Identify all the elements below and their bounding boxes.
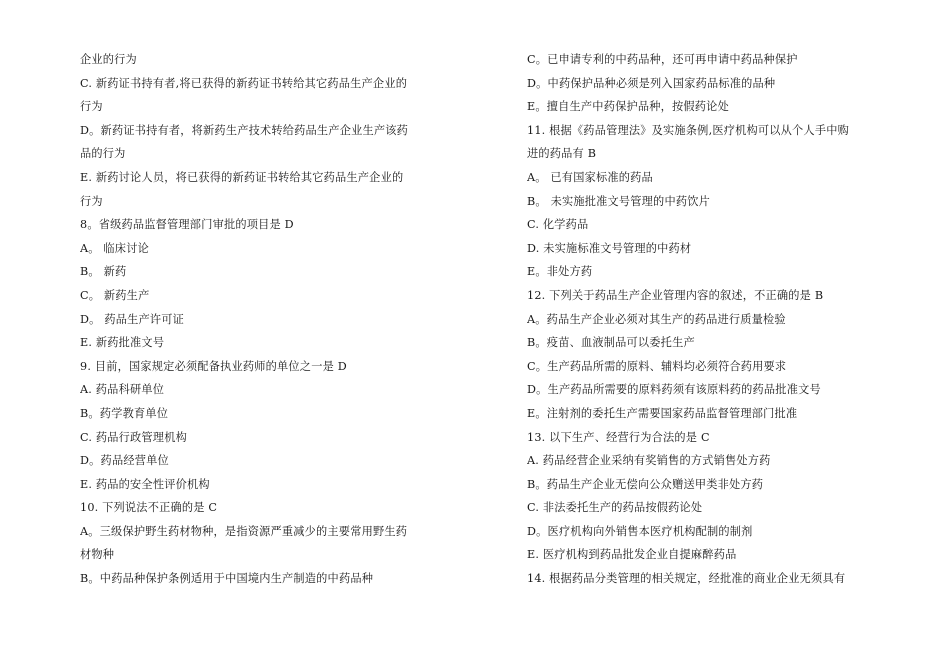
right-text-column bbox=[527, 48, 877, 591]
left-text-column bbox=[80, 48, 430, 591]
option-line: C. 化学药品 bbox=[527, 218, 589, 232]
option-line: B。 未实施批准文号管理的中药饮片 bbox=[527, 194, 710, 208]
option-line: C。已申请专利的中药品种，还可再申请中药品种保护 bbox=[527, 53, 798, 66]
option-line: D。中药保护品种必须是列入国家药品标准的品种 bbox=[527, 76, 776, 90]
option-line: A. 药品科研单位 bbox=[80, 383, 165, 397]
question-11: 11. 根据《药品管理法》及实施条例,医疗机构可以从个人手中购 bbox=[527, 123, 849, 137]
question-13: 13. 以下生产、经营行为合法的是 C bbox=[527, 430, 710, 444]
text-line: 行为 bbox=[80, 194, 103, 208]
question-10: 10. 下列说法不正确的是 C bbox=[80, 501, 218, 515]
option-line: C. 药品行政管理机构 bbox=[80, 430, 187, 444]
option-line: E。非处方药 bbox=[527, 265, 593, 279]
option-line: E. 药品的安全性评价机构 bbox=[80, 477, 210, 491]
option-line: E。注射剂的委托生产需要国家药品监督管理部门批准 bbox=[527, 406, 798, 420]
option-line: C. 非法委托生产的药品按假药论处 bbox=[527, 501, 703, 515]
option-line: B。 新药 bbox=[80, 265, 127, 279]
text-line: D。新药证书持有者，将新药生产技术转给药品生产企业生产该药 bbox=[80, 123, 409, 137]
option-line: D. 未实施标准文号管理的中药材 bbox=[527, 241, 692, 255]
option-line: E。擅自生产中药保护品种，按假药论处 bbox=[527, 100, 729, 114]
option-line: B。疫苗、血液制品可以委托生产 bbox=[527, 336, 695, 350]
question-12: 12. 下列关于药品生产企业管理内容的叙述，不正确的是 B bbox=[527, 288, 824, 302]
option-line: D。 药品生产许可证 bbox=[80, 312, 185, 326]
option-line: A。药品生产企业必须对其生产的药品进行质量检验 bbox=[527, 312, 786, 326]
option-line: E. 医疗机构到药品批发企业自提麻醉药品 bbox=[527, 548, 737, 562]
text-line: 进的药品有 B bbox=[527, 147, 597, 161]
question-8: 8。省级药品监督管理部门审批的项目是 D bbox=[80, 218, 294, 232]
text-line: 品的行为 bbox=[80, 147, 126, 161]
question-9: 9. 目前，国家规定必须配备执业药师的单位之一是 D bbox=[80, 359, 347, 373]
text-line: C. 新药证书持有者,将已获得的新药证书转给其它药品生产企业的 bbox=[80, 76, 408, 90]
option-line: A。 已有国家标准的药品 bbox=[527, 170, 653, 184]
option-line: A. 药品经营企业采纳有奖销售的方式销售处方药 bbox=[527, 454, 771, 468]
text-line: 企业的行为 bbox=[80, 53, 137, 66]
option-line: A。三级保护野生药材物种，是指资源严重减少的主要常用野生药 bbox=[80, 524, 408, 538]
option-line: C。生产药品所需的原料、辅料均必须符合药用要求 bbox=[527, 359, 787, 373]
option-line: C。 新药生产 bbox=[80, 288, 150, 302]
option-line: A。 临床讨论 bbox=[80, 241, 149, 255]
option-line: B。药学教育单位 bbox=[80, 406, 169, 420]
question-14: 14. 根据药品分类管理的相关规定，经批准的商业企业无须具有 bbox=[527, 572, 846, 586]
option-line: D。药品经营单位 bbox=[80, 454, 169, 468]
text-line: E. 新药讨论人员，将已获得的新药证书转给其它药品生产企业的 bbox=[80, 170, 404, 184]
option-line: D。医疗机构向外销售本医疗机构配制的制剂 bbox=[527, 524, 753, 538]
option-line: D。生产药品所需要的原料药须有该原料药的药品批准文号 bbox=[527, 383, 821, 397]
text-line: 材物种 bbox=[80, 548, 115, 562]
text-line: 行为 bbox=[80, 100, 103, 114]
option-line: B。中药品种保护条例适用于中国境内生产制造的中药品种 bbox=[80, 572, 374, 586]
option-line: B。药品生产企业无偿向公众赠送甲类非处方药 bbox=[527, 477, 764, 491]
option-line: E. 新药批准文号 bbox=[80, 336, 165, 350]
